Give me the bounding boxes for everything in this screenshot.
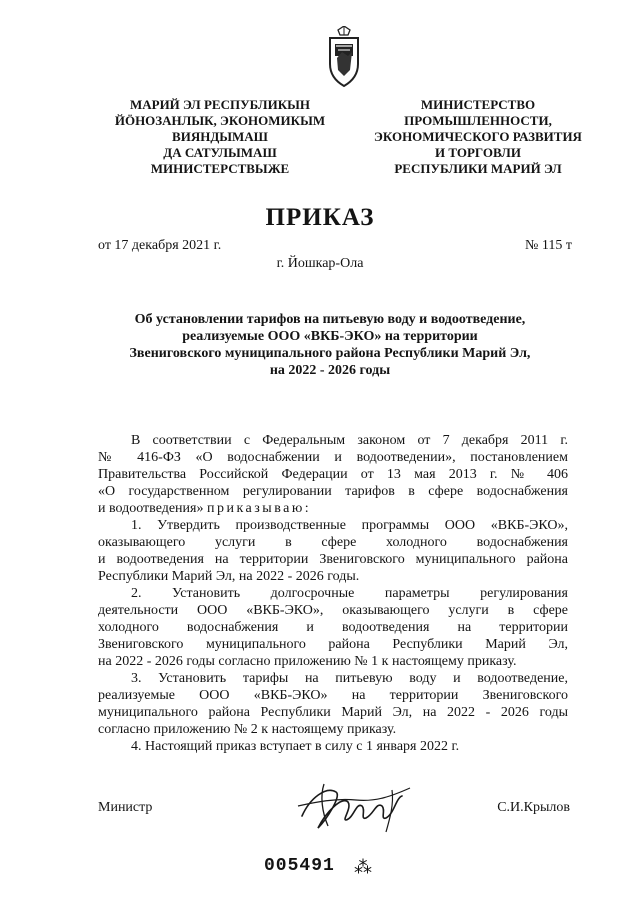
header-line: МИНИСТЕРСТВЫЖЕ: [150, 161, 290, 176]
header-line: МАРИЙ ЭЛ РЕСПУБЛИКЫН: [129, 97, 311, 112]
header-line: ДА САТУЛЫМАШ: [163, 145, 277, 160]
body-line: 3. Установить тарифы на питьевую воду и водоотведение,: [131, 671, 568, 686]
subject-line: на 2022 - 2026 годы: [269, 363, 391, 378]
header-line: ВИЯНДЫМАШ: [172, 129, 268, 144]
body-line: В соответствии с Федеральным законом от 7 декабря 2011 г.: [131, 433, 568, 448]
document-city: г. Йошкар-Ола: [276, 256, 364, 271]
serial-number: 005491: [264, 856, 335, 876]
body-line: на 2022 - 2026 годы согласно приложению № 1 к настоящему приказу.: [98, 654, 517, 669]
body-line: деятельности ООО «ВКБ-ЭКО», оказывающего услуги в сфере: [98, 603, 568, 618]
body-line: Правительства Российской Федерации от 13 мая 2013 г. № 406: [98, 467, 568, 482]
order-word: приказываю:: [206, 501, 312, 516]
header-left-mari: [100, 97, 340, 177]
header-line: МИНИСТЕРСТВО: [420, 97, 536, 112]
subject-line: реализуемые ООО «ВКБ-ЭКО» на территории: [182, 329, 478, 344]
header-line: И ТОРГОВЛИ: [435, 145, 521, 160]
signer-position: Министр: [98, 800, 153, 815]
body-line: реализуемые ООО «ВКБ-ЭКО» на территории Звениговского: [98, 688, 568, 703]
body-line: 4. Настоящий приказ вступает в силу с 1 января 2022 г.: [131, 739, 460, 754]
header-line: ЭКОНОМИЧЕСКОГО РАЗВИТИЯ: [374, 129, 582, 144]
document-body: [98, 432, 568, 755]
subject-line: Об установлении тарифов на питьевую воду и водоотведение,: [134, 312, 526, 327]
document-subject: [80, 311, 580, 379]
body-line: холодного водоснабжения и водоотведения на территории: [98, 620, 568, 635]
body-line: согласно приложению № 2 к настоящему приказу.: [98, 722, 397, 737]
body-line: «О государственном регулировании тарифов в сфере водоснабжения: [98, 484, 568, 499]
body-line: № 416-ФЗ «О водоснабжении и водоотведении», постановлением: [98, 450, 568, 465]
header-line: ЙӦНОЗАНЛЫК, ЭКОНОМИКЫМ: [114, 113, 326, 128]
document-date: от 17 декабря 2021 г.: [98, 238, 222, 253]
header-line: РЕСПУБЛИКИ МАРИЙ ЭЛ: [394, 161, 562, 176]
body-line: 1. Утвердить производственные программы ООО «ВКБ-ЭКО»,: [131, 518, 568, 533]
body-line: и водоотведения на территории Звениговского муниципального района: [98, 552, 568, 567]
subject-line: Звениговского муниципального района Республики Марий Эл,: [129, 346, 531, 361]
document-title: ПРИКАЗ: [265, 204, 375, 231]
coat-of-arms-icon: [322, 26, 366, 88]
header-line: ПРОМЫШЛЕННОСТИ,: [404, 113, 552, 128]
body-line: Республики Марий Эл, на 2022 - 2026 годы.: [98, 569, 360, 584]
body-line: [98, 500, 568, 517]
body-line-text: и водоотведения»: [98, 501, 204, 516]
body-line: 2. Установить долгосрочные параметры регулирования: [131, 586, 568, 601]
signer-name: С.И.Крылов: [497, 800, 570, 815]
body-line: муниципального района Республики Марий Эл, на 2022 - 2026 годы: [98, 705, 568, 720]
body-line: оказывающего услуги в сфере холодного водоснабжения: [98, 535, 568, 550]
document-number: № 115 т: [525, 238, 572, 253]
body-line: Звениговского муниципального района Республики Марий Эл,: [98, 637, 568, 652]
header-right-russian: [352, 97, 604, 177]
serial-mark-icon: ⁂: [354, 857, 372, 878]
handwritten-signature: [296, 776, 414, 836]
